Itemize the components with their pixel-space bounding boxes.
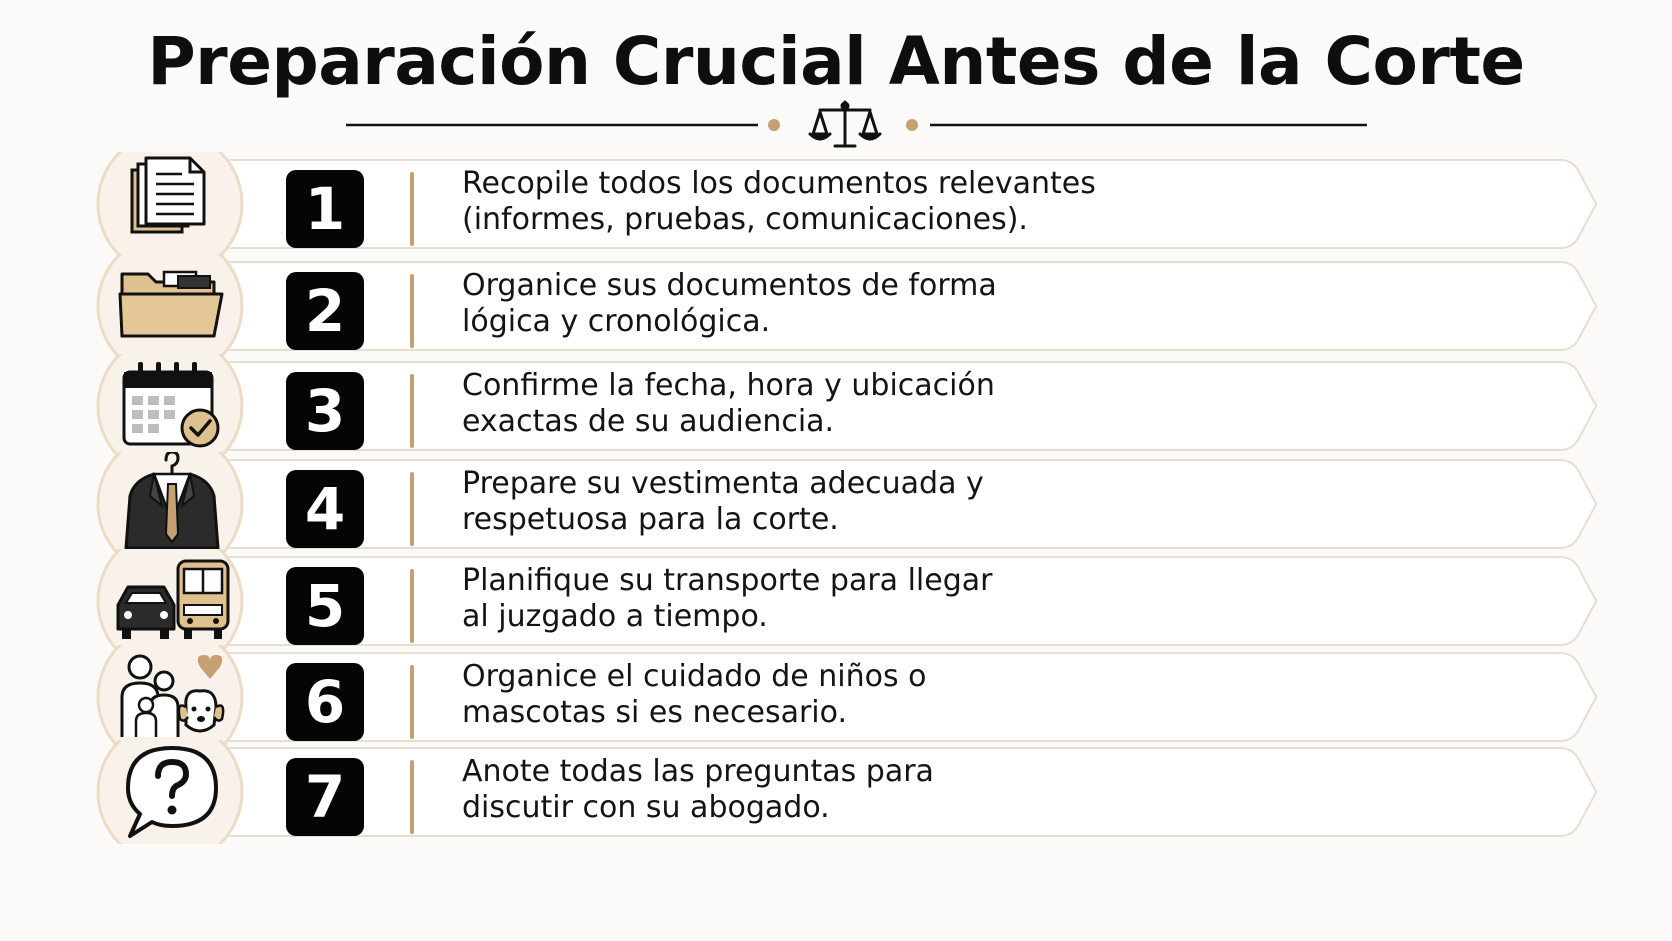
step-item	[0, 645, 1672, 749]
step-icon-circle	[94, 354, 246, 458]
step-number-badge: 6	[286, 663, 364, 741]
step-number-badge: 2	[286, 272, 364, 350]
step-number-badge: 7	[286, 758, 364, 836]
step-text-line-2: respetuosa para la corte.	[462, 502, 839, 537]
step-text-line-2: exactas de su audiencia.	[462, 404, 835, 439]
step-text	[462, 659, 1542, 731]
step-text	[462, 368, 1542, 440]
step-item	[0, 254, 1672, 358]
step-separator	[410, 374, 414, 448]
step-text-line-1: Anote todas las preguntas para	[462, 754, 934, 789]
step-text	[462, 466, 1542, 538]
step-icon-circle	[94, 254, 246, 358]
step-text-line-1: Planifique su transporte para llegar	[462, 563, 993, 598]
step-text-line-1: Confirme la fecha, hora y ubicación	[462, 368, 995, 403]
step-separator	[410, 274, 414, 348]
step-item	[0, 152, 1672, 256]
step-separator	[410, 665, 414, 739]
step-text-line-2: (informes, pruebas, comunicaciones).	[462, 202, 1028, 237]
step-text-line-1: Prepare su vestimenta adecuada y	[462, 466, 984, 501]
step-number-badge: 5	[286, 567, 364, 645]
step-icon-circle	[94, 152, 246, 256]
step-item	[0, 354, 1672, 458]
step-text-line-2: mascotas si es necesario.	[462, 695, 847, 730]
step-separator	[410, 760, 414, 834]
step-text-line-1: Organice sus documentos de forma	[462, 268, 997, 303]
step-text-line-2: al juzgado a tiempo.	[462, 599, 768, 634]
step-icon-circle	[94, 452, 246, 556]
calendar-check-icon	[124, 362, 218, 446]
folder-icon	[120, 272, 222, 336]
step-separator	[410, 569, 414, 643]
step-separator	[410, 172, 414, 246]
step-icon-circle	[94, 645, 246, 749]
step-item	[0, 549, 1672, 653]
documents-icon	[132, 158, 204, 232]
step-icon-circle	[94, 740, 246, 844]
step-text-line-1: Recopile todos los documentos relevantes	[462, 166, 1096, 201]
step-item	[0, 452, 1672, 556]
step-number-badge: 1	[286, 170, 364, 248]
step-number-badge: 3	[286, 372, 364, 450]
step-text	[462, 754, 1542, 826]
step-number-badge: 4	[286, 470, 364, 548]
step-text-line-2: lógica y cronológica.	[462, 304, 771, 339]
page-title: Preparación Crucial Antes de la Corte	[147, 23, 1525, 100]
step-icon-circle	[94, 549, 246, 653]
step-text-line-1: Organice el cuidado de niños o	[462, 659, 927, 694]
step-separator	[410, 472, 414, 546]
step-text	[462, 268, 1542, 340]
step-item	[0, 740, 1672, 844]
step-text-line-2: discutir con su abogado.	[462, 790, 830, 825]
step-text	[462, 563, 1542, 635]
step-text	[462, 166, 1542, 238]
